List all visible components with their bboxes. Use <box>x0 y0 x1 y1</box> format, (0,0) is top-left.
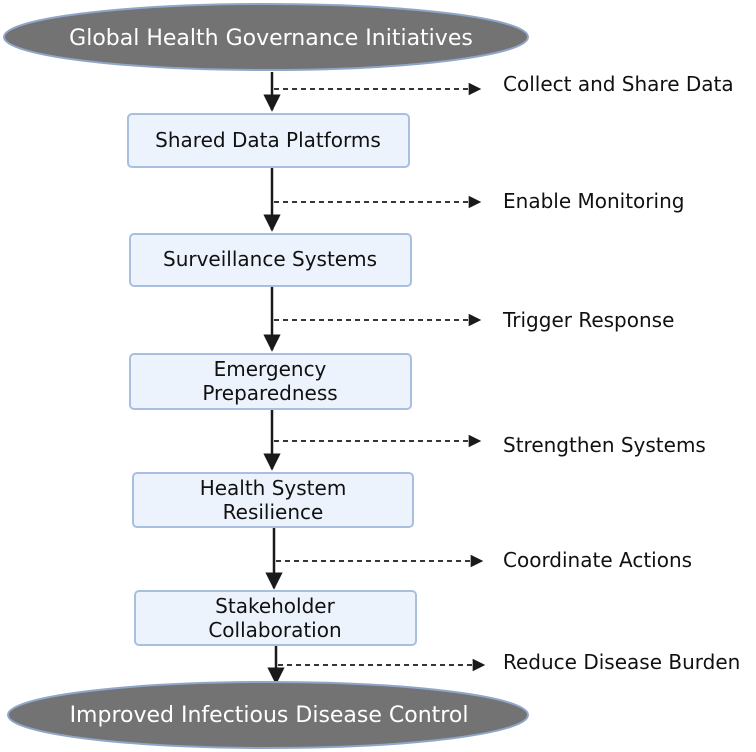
step-3-label-line1: Emergency <box>213 357 327 381</box>
step-3-label-line2: Preparedness <box>202 381 338 405</box>
side-labels <box>502 72 740 674</box>
top-node-label: Global Health Governance Initiatives <box>69 26 473 51</box>
step-2-label: Surveillance Systems <box>163 247 377 271</box>
step-box-1 <box>128 114 409 167</box>
side-label-5: Coordinate Actions <box>503 548 693 572</box>
bottom-node <box>8 682 528 748</box>
side-label-6: Reduce Disease Burden <box>503 650 741 674</box>
side-label-3: Trigger Response <box>503 308 675 332</box>
step-box-3 <box>130 354 411 409</box>
side-label-4: Strengthen Systems <box>503 433 706 457</box>
side-label-2: Enable Monitoring <box>503 189 685 213</box>
top-node <box>4 4 528 70</box>
step-4-label-line1: Health System <box>199 476 347 500</box>
side-label-1: Collect and Share Data <box>503 72 734 96</box>
bottom-node-label: Improved Infectious Disease Control <box>69 703 469 728</box>
step-box-5 <box>135 591 416 645</box>
step-1-label: Shared Data Platforms <box>155 128 381 152</box>
step-4-label-line2: Resilience <box>222 500 324 524</box>
step-5-label-line1: Stakeholder <box>215 594 335 618</box>
step-box-4 <box>133 473 413 527</box>
step-box-2 <box>130 234 411 286</box>
step-5-label-line2: Collaboration <box>208 618 342 642</box>
